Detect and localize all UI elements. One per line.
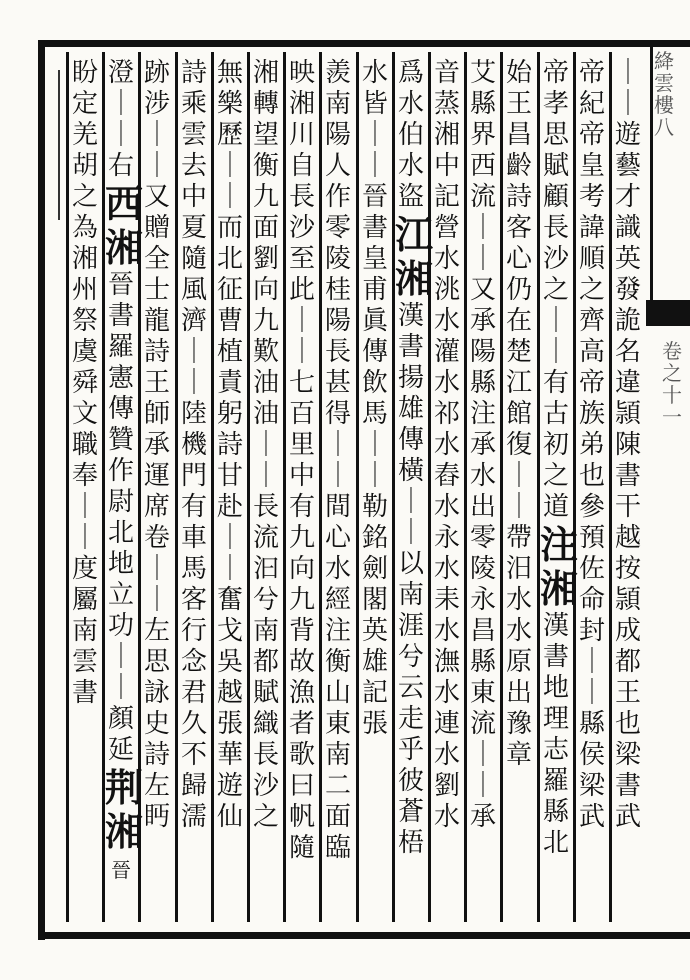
text-run: 音蒸湘中記營水洮水灌水祁水舂水永水耒水潕水連水劉水 — [433, 58, 460, 832]
text-run: 帝孝思賦顧長沙之｜｜有古初之道 — [542, 58, 569, 522]
text-run: 羨南陽人作零陵桂陽長甚得｜｜間心水經注衡山東南二面臨 — [324, 58, 351, 863]
text-column — [141, 58, 173, 928]
text-column — [322, 58, 354, 928]
text-run: 書 — [71, 678, 98, 708]
column-rule — [283, 52, 286, 922]
text-run: 帝紀帝皇考諱順之齊高帝族弟也參預佐命封｜｜縣侯梁武 — [578, 58, 605, 832]
text-run: 漢書地理志羅縣北 — [542, 611, 569, 858]
column-rule — [102, 52, 105, 922]
page-frame-left — [38, 40, 45, 940]
text-run: 湘轉望衡九面劉向九歎油油｜｜長流汩兮南都賦織長沙之 — [252, 58, 279, 832]
text-column — [467, 58, 499, 928]
heading-character: 注 — [540, 522, 579, 567]
text-column — [178, 58, 210, 928]
text-run: 澄｜｜右 — [107, 58, 134, 181]
page-frame-bottom — [38, 932, 690, 939]
text-column — [540, 58, 579, 928]
heading-character: 西 — [105, 181, 144, 226]
text-run: ｜｜遊藝才識英發詭名違頴陳書干越按頴成都王也梁書武 — [614, 58, 641, 832]
heading-character: 湘 — [105, 225, 144, 270]
text-run: 跡涉｜｜又贈全士龍詩王師承運席卷｜｜左思詠史詩左眄 — [143, 58, 170, 832]
text-run: 帶汨水水原出豫章 — [505, 523, 532, 770]
text-column — [612, 58, 644, 928]
column-rule — [428, 52, 431, 922]
page-edge-mark — [58, 70, 60, 220]
column-rule — [500, 52, 503, 922]
text-column — [105, 58, 144, 928]
text-run: 水皆｜｜ — [361, 58, 388, 181]
column-rule — [392, 52, 395, 922]
text-column — [576, 58, 608, 928]
text-run: 始王昌齡詩客心仍在楚江館復｜｜ — [505, 58, 532, 522]
text-run: 盼定羌胡 — [71, 58, 98, 181]
text-run: 晉書皇甫眞傳飲馬｜｜勒銘劍閣英雄記張 — [361, 182, 388, 739]
page-frame-top — [38, 40, 690, 47]
heading-character: 荆 — [105, 765, 144, 810]
fishtail-tab — [646, 300, 690, 326]
text-column — [359, 58, 391, 928]
column-rule — [211, 52, 214, 922]
text-column — [214, 58, 246, 928]
heading-character: 湘 — [105, 809, 144, 854]
heading-character: 湘 — [395, 256, 434, 301]
text-column — [395, 58, 434, 928]
text-run: 無樂歷｜｜而北征曹植責躬詩甘赴｜｜奮戈吳越張華遊仙 — [216, 58, 243, 832]
column-rule — [609, 52, 612, 922]
text-run: 爲水伯水盜 — [397, 58, 424, 212]
column-rule — [464, 52, 467, 922]
text-run: 之為湘州祭虞舜文職奉｜｜度屬南雲 — [71, 182, 98, 677]
text-run: 晉書羅憲傳贊作尉北地立功｜｜顏延 — [107, 270, 134, 765]
text-run: 晉 — [111, 858, 131, 882]
heading-character: 江 — [395, 212, 434, 257]
text-run: 艾縣界西流｜｜又承陽縣注承水出零陵永昌縣東流｜｜承 — [469, 58, 496, 832]
side-edge-text: 卷之十一 — [662, 339, 682, 429]
column-rule — [319, 52, 322, 922]
text-run: 漢書揚雄傳橫｜｜以南涯兮云走乎彼蒼梧 — [397, 301, 424, 858]
header-edge-text: 絳雲樓八 — [654, 49, 674, 139]
text-column — [431, 58, 463, 928]
column-rule — [573, 52, 576, 922]
heading-character: 湘 — [540, 566, 579, 611]
column-rule — [356, 52, 359, 922]
column-rule — [66, 52, 69, 922]
text-column — [286, 58, 318, 928]
text-run: 詩乘雲去中夏隨風濟｜｜陸機門有車馬客行念君久不歸濡 — [180, 58, 207, 832]
column-rule — [247, 52, 250, 922]
text-column — [503, 58, 535, 928]
text-run: 映湘川自長沙至此｜｜七百里中有九向九背故漁者歌曰帆隨 — [288, 58, 315, 863]
text-column — [69, 58, 101, 928]
text-column — [250, 58, 282, 928]
column-rule — [175, 52, 178, 922]
column-rule — [537, 52, 540, 922]
